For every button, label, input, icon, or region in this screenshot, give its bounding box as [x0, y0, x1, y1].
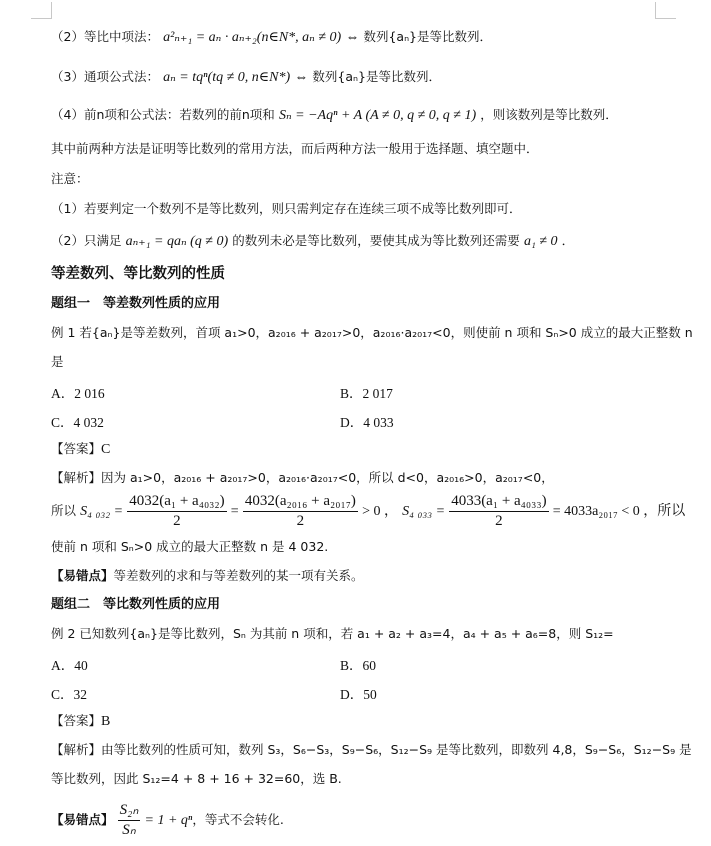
- pitfall-rhs: = 1 + qⁿ: [144, 813, 193, 828]
- answer-value: C: [101, 442, 111, 457]
- example-2-option-c: C．32: [51, 687, 88, 702]
- method-3-formula: aₙ = tqⁿ(tq ≠ 0, n∈N*): [163, 70, 291, 85]
- example-2-analysis-line-1: [51, 741, 692, 760]
- analysis-text: 因为 a₁>0，a₂₀₁₆ + a₂₀₁₇>0，a₂₀₁₆·a₂₀₁₇<0，所以 d<0，a₂₀₁₆>0，a₂₀₁₇<0，: [101, 470, 554, 485]
- example-2-option-d: D．50: [340, 687, 377, 702]
- s4033-lhs: S₄ ₀₃₃ =: [402, 504, 446, 519]
- summary-text: 其中前两种方法是证明等比数列的常用方法，而后两种方法一般用于选择题、填空题中．: [51, 141, 539, 156]
- gt-zero: > 0 ，: [362, 504, 398, 519]
- page-corner-mark-top-right: [655, 2, 676, 19]
- method-3-label: （3）通项公式法：: [51, 69, 159, 84]
- example-2-line-1: 例 2 已知数列{aₙ}是等比数列，Sₙ 为其前 n 项和，若 a₁ + a₂ + a₃=4，a₄ + a₅ + a₆=8，则 S₁₂=: [51, 626, 614, 641]
- analysis-tag: 【解析】: [51, 470, 102, 485]
- method-3-line: [51, 68, 441, 87]
- example-1-option-b: B．2 017: [340, 386, 393, 401]
- group-1-title: 题组一 等差数列性质的应用: [51, 296, 221, 311]
- example-1-option-c: C．4 032: [51, 415, 104, 430]
- example-2-option-a: A．40: [51, 658, 88, 673]
- method-2-formula: a²ₙ₊₁ = aₙ · aₙ₊₂(n∈N*, aₙ ≠ 0): [163, 30, 342, 45]
- answer-value: B: [101, 714, 111, 729]
- equivalence-symbol: ⇔: [294, 70, 309, 85]
- example-2-answer: [51, 712, 110, 731]
- example-1-line-1: 例 1 若{aₙ}是等差数列，首项 a₁>0，a₂₀₁₆ + a₂₀₁₇>0，a₂₀₁₆·a₂₀₁₇<0，则使前 n 项和 Sₙ>0 成立的最大正整数 n: [51, 325, 693, 340]
- s4033-rhs: = 4033a₂₀₁₇ < 0 ，所以: [552, 504, 686, 519]
- method-4-line: [51, 106, 618, 125]
- note-2-formula2: a₁ ≠ 0: [523, 234, 558, 249]
- s4032-lhs: S₄ ₀₃₂ =: [80, 504, 124, 519]
- fraction-2: $\frac{\text{4032(a₂₀₁₆ + a₂₀₁₇)}}{2}$: [244, 493, 356, 529]
- example-1-option-d: D．4 033: [340, 415, 394, 430]
- method-4-formula: Sₙ = −Aqⁿ + A (A ≠ 0, q ≠ 0, q ≠ 1): [278, 108, 477, 123]
- note-2-middle: 的数列未必是等比数列，要使其成为等比数列还需要: [232, 233, 520, 248]
- note-1: （1）若要判定一个数列不是等比数列，则只需判定存在连续三项不成等比数列即可．: [51, 201, 522, 216]
- example-1-option-a: A．2 016: [51, 386, 105, 401]
- section-title: 等差数列、等比数列的性质: [51, 266, 225, 282]
- method-2-line: [51, 28, 492, 47]
- example-1-analysis-line-3: 使前 n 项和 Sₙ>0 成立的最大正整数 n 是 4 032.: [51, 539, 329, 554]
- method-4-label: （4）前n项和公式法：若数列的前n项和: [51, 107, 275, 122]
- pitfall-tag: 【易错点】: [51, 812, 114, 827]
- group-2-title: 题组二 等比数列性质的应用: [51, 597, 221, 612]
- method-3-suffix: 数列{aₙ}是等比数列．: [312, 69, 441, 84]
- note-2-prefix: （2）只满足: [51, 233, 122, 248]
- page-corner-mark-top-left: [31, 2, 52, 19]
- equivalence-symbol: ⇔: [345, 30, 360, 45]
- note-2: [51, 232, 574, 251]
- fraction-1: $\frac{\text{4032(a₁ + a₄₀₃₂)}}{2}$: [129, 493, 225, 529]
- example-1-answer: [51, 440, 110, 459]
- pitfall-fraction: $\frac{\text{S₂ₙ}}{\text{Sₙ}}$: [119, 802, 139, 838]
- example-1-line-2: 是: [51, 354, 64, 369]
- analysis-prefix: 所以: [51, 503, 77, 518]
- method-2-label: （2）等比中项法：: [51, 29, 159, 44]
- note-2-formula: aₙ₊₁ = qaₙ (q ≠ 0): [125, 234, 229, 249]
- pitfall-tag: 【易错点】: [51, 568, 114, 583]
- example-2-option-b: B．60: [340, 658, 377, 673]
- pitfall-text: 等差数列的求和与等差数列的某一项有关系。: [113, 568, 364, 583]
- example-1-pitfall: [51, 567, 364, 586]
- answer-tag: 【答案】: [51, 441, 102, 456]
- answer-tag: 【答案】: [51, 713, 102, 728]
- example-2-analysis-line-2: 等比数列，因此 S₁₂=4 + 8 + 16 + 32=60，选 B.: [51, 771, 342, 786]
- method-2-suffix: 数列{aₙ}是等比数列．: [363, 29, 492, 44]
- example-1-analysis-line-2: [51, 491, 685, 532]
- analysis-text: 由等比数列的性质可知，数列 S₃，S₆−S₃，S₉−S₆，S₁₂−S₉ 是等比数列，即数列 4,8，S₉−S₆，S₁₂−S₉ 是: [101, 742, 692, 757]
- fraction-3: $\frac{\text{4033(a₁ + a₄₀₃₃)}}{2}$: [451, 493, 547, 529]
- analysis-tag: 【解析】: [51, 742, 102, 757]
- pitfall-text: ，等式不会转化.: [192, 812, 284, 827]
- note-title: 注意：: [51, 171, 89, 186]
- example-2-pitfall: [51, 800, 284, 841]
- method-4-suffix: ，则该数列是等比数列．: [480, 107, 618, 122]
- note-2-end: ．: [561, 233, 575, 248]
- example-1-analysis-line-1: [51, 469, 554, 488]
- equals-sign: =: [230, 504, 239, 519]
